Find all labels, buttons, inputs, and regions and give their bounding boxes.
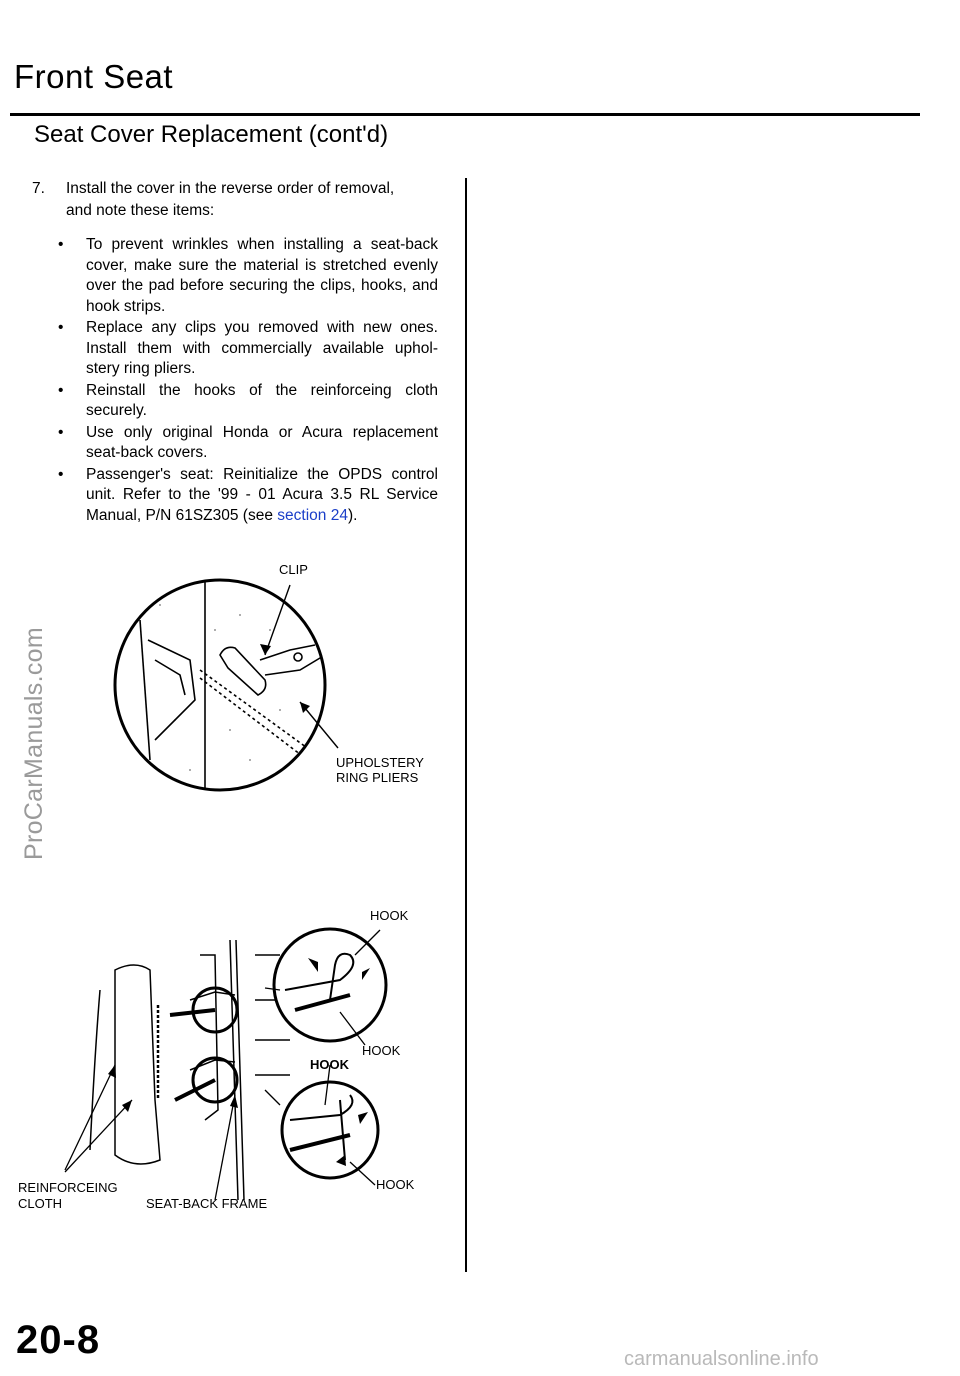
bullet-text-after-link: ).: [347, 506, 358, 524]
page-title: Front Seat: [14, 58, 174, 95]
bullet-text: Reinstall the hooks of the reinforceing cloth securely.: [86, 381, 438, 419]
pliers-label-line1: UPHOLSTERY: [336, 755, 424, 770]
title-rule: [10, 113, 920, 116]
list-item: • Passenger's seat: Reinitialize the OPDS control unit. Refer to the '99 - 01 Acura 3.5 RL Service Manual, P/N 61SZ305 (see section 24).: [58, 465, 438, 524]
bullet-text: Use only original Honda or Acura replacement seat-back covers.: [86, 423, 438, 461]
list-item: • Replace any clips you removed with new ones. Install them with commercially available uphol-stery ring pliers.: [58, 319, 438, 377]
list-item: • Reinstall the hooks of the reinforceing cloth securely.: [58, 381, 438, 419]
list-item: • To prevent wrinkles when installing a seat-back cover, make sure the material is stretched evenly over the pad before securing the clips, hooks, and hook strips.: [58, 236, 438, 315]
clip-label: CLIP: [279, 562, 308, 577]
list-item: • Use only original Honda or Acura replacement seat-back covers.: [58, 423, 438, 461]
column-divider: [465, 178, 467, 1272]
pliers-label-line2: RING PLIERS: [336, 770, 419, 785]
hook-label-mid-right: HOOK: [362, 1043, 401, 1058]
step-number: 7.: [32, 180, 45, 197]
cloth-label-line1: REINFORCEING: [18, 1180, 118, 1195]
hook-label-top: HOOK: [370, 908, 409, 923]
watermark: ProCarManuals.com: [20, 627, 48, 860]
notes-list: [32, 235, 438, 527]
hook-label-bottom: HOOK: [376, 1177, 415, 1192]
seat-back-frame-label: SEAT-BACK FRAME: [146, 1196, 268, 1211]
hook-label-mid-bold: HOOK: [310, 1057, 349, 1072]
bullet-text: To prevent wrinkles when installing a seat-back cover, make sure the material is stretched evenly over the pad before securing the clips, hooks, and hook strips.: [86, 236, 438, 315]
page-number: 20-8: [16, 1318, 101, 1362]
section-24-link[interactable]: section 24: [277, 506, 348, 524]
step-text-line2: and note these items:: [66, 202, 215, 219]
bullet-text: Replace any clips you removed with new ones. Install them with commercially available uphol-stery ring pliers.: [86, 319, 438, 377]
footer-watermark: carmanualsonline.info: [624, 1348, 819, 1370]
section-subtitle: Seat Cover Replacement (cont'd): [34, 121, 389, 148]
cloth-label-line2: CLOTH: [18, 1196, 63, 1211]
bullet-text-before-link: Passenger's seat: Reinitialize the OPDS control unit. Refer to the '99 - 01 Acura 3.5 RL Service Manual, P/N 61SZ305 (see: [86, 465, 438, 524]
step-text-line1: Install the cover in the reverse order of removal,: [66, 180, 395, 197]
